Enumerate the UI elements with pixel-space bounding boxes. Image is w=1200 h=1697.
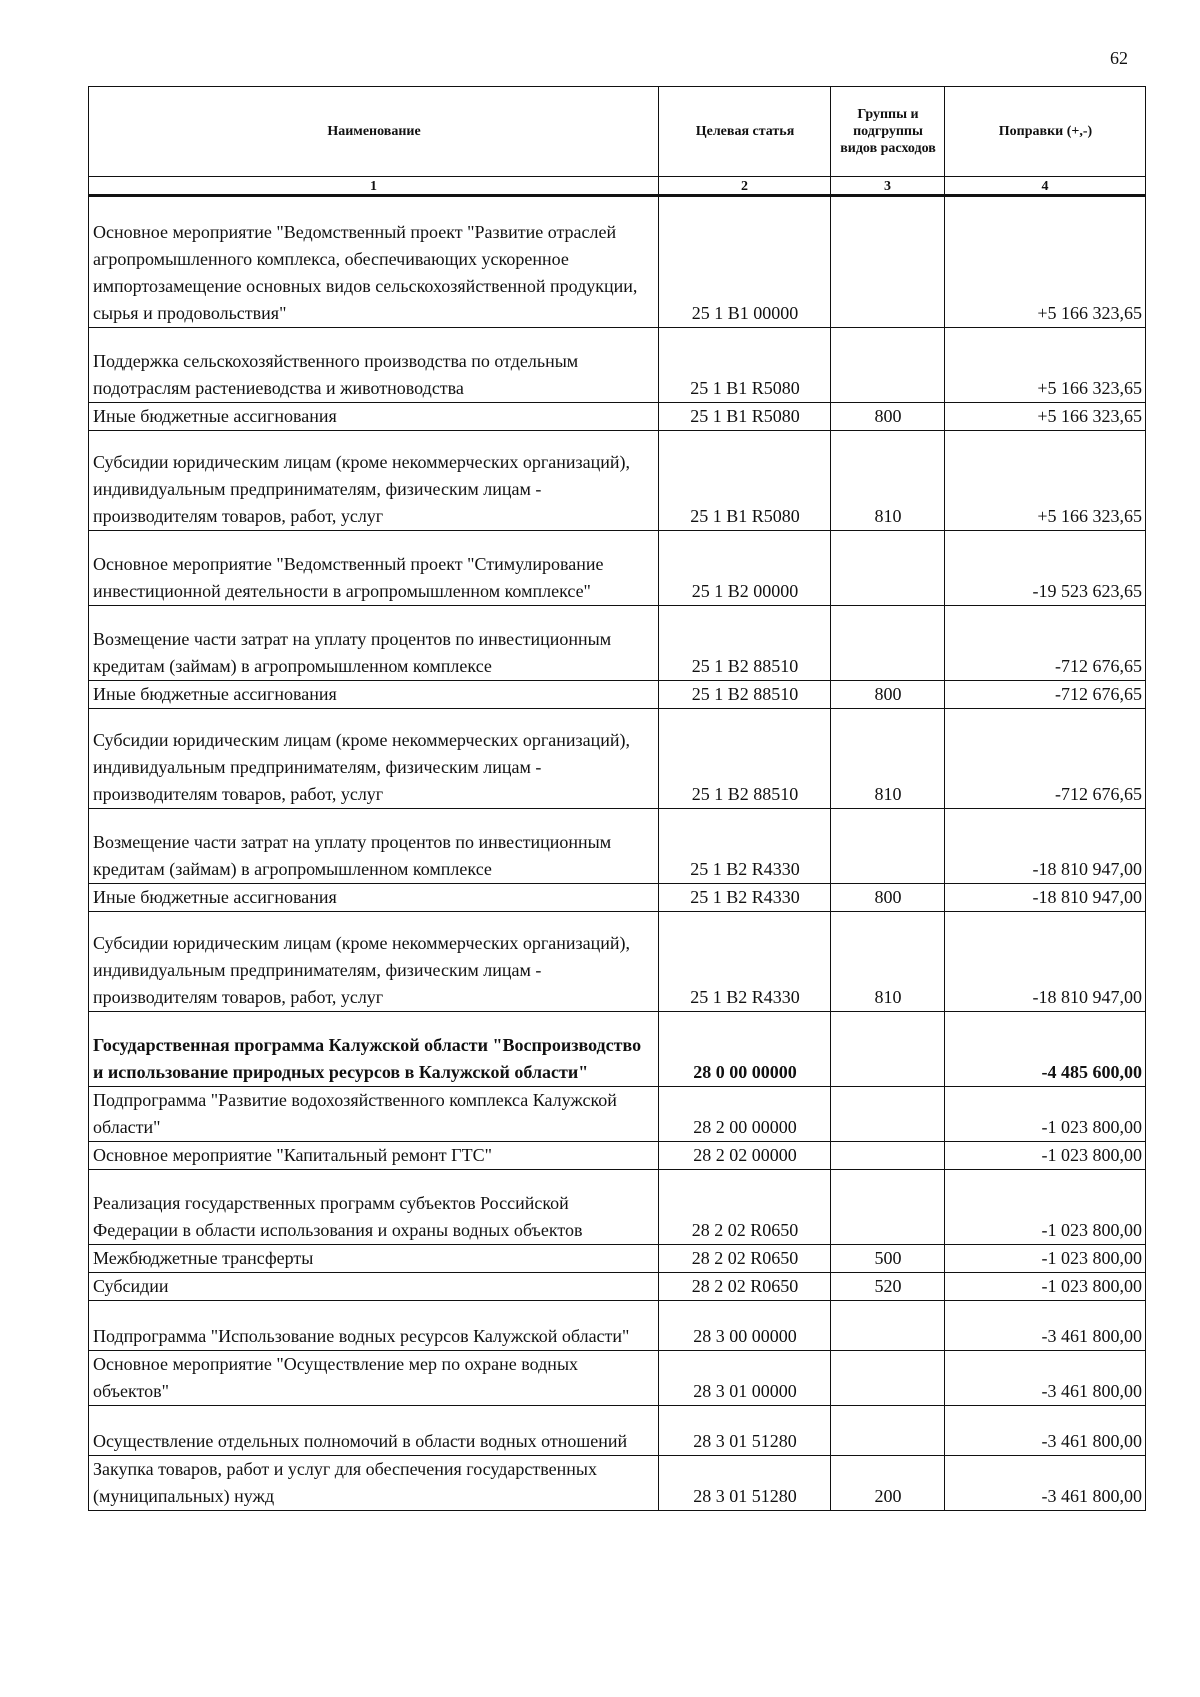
row-group-cell: 810	[831, 912, 945, 1012]
column-number-row	[89, 177, 1146, 196]
row-group-cell	[831, 1301, 945, 1351]
table-row	[89, 1142, 1146, 1170]
column-number: 4	[945, 177, 1146, 196]
row-group-cell	[831, 1351, 945, 1406]
row-group-cell	[831, 1012, 945, 1087]
table-row	[89, 681, 1146, 709]
row-amount-cell: -1 023 800,00	[945, 1142, 1146, 1170]
column-number: 2	[659, 177, 831, 196]
table-row	[89, 809, 1146, 884]
row-code-cell: 28 3 01 51280	[659, 1456, 831, 1511]
row-name-cell: Возмещение части затрат на уплату процентов по инвестиционным кредитам (займам) в агропромышленном комплексе	[89, 809, 659, 884]
row-amount-cell: -1 023 800,00	[945, 1087, 1146, 1142]
header-target: Целевая статья	[659, 87, 831, 177]
row-name-cell: Закупка товаров, работ и услуг для обеспечения государственных (муниципальных) нужд	[89, 1456, 659, 1511]
budget-amendments-table	[88, 86, 1146, 1511]
row-group-cell	[831, 1087, 945, 1142]
row-amount-cell: -18 810 947,00	[945, 809, 1146, 884]
table-row	[89, 1087, 1146, 1142]
row-amount-cell: -712 676,65	[945, 709, 1146, 809]
row-name-cell: Возмещение части затрат на уплату процентов по инвестиционным кредитам (займам) в агропромышленном комплексе	[89, 606, 659, 681]
row-group-cell	[831, 1170, 945, 1245]
row-group-cell	[831, 196, 945, 328]
row-code-cell: 25 1 B2 R4330	[659, 809, 831, 884]
row-code-cell: 28 3 00 00000	[659, 1301, 831, 1351]
table-row	[89, 196, 1146, 328]
row-code-cell: 25 1 B1 R5080	[659, 431, 831, 531]
row-group-cell: 520	[831, 1273, 945, 1301]
row-group-cell	[831, 531, 945, 606]
row-name-cell: Подпрограмма "Развитие водохозяйственного комплекса Калужской области"	[89, 1087, 659, 1142]
row-group-cell: 500	[831, 1245, 945, 1273]
row-name-cell: Субсидии юридическим лицам (кроме некоммерческих организаций), индивидуальным предпринимателям, физическим лицам - производителям товаров, работ, услуг	[89, 431, 659, 531]
row-group-cell: 810	[831, 709, 945, 809]
table-row	[89, 1406, 1146, 1456]
table-row	[89, 709, 1146, 809]
row-amount-cell: -3 461 800,00	[945, 1301, 1146, 1351]
row-group-cell: 800	[831, 884, 945, 912]
row-name-cell: Иные бюджетные ассигнования	[89, 884, 659, 912]
table-row	[89, 1456, 1146, 1511]
row-code-cell: 28 0 00 00000	[659, 1012, 831, 1087]
row-name-cell: Иные бюджетные ассигнования	[89, 403, 659, 431]
row-amount-cell: +5 166 323,65	[945, 431, 1146, 531]
row-name-cell: Основное мероприятие "Осуществление мер по охране водных объектов"	[89, 1351, 659, 1406]
row-code-cell: 25 1 B2 88510	[659, 709, 831, 809]
row-code-cell: 28 2 02 R0650	[659, 1245, 831, 1273]
row-code-cell: 25 1 B1 R5080	[659, 328, 831, 403]
row-code-cell: 25 1 B2 R4330	[659, 912, 831, 1012]
row-code-cell: 25 1 B2 88510	[659, 606, 831, 681]
table-row	[89, 1012, 1146, 1087]
row-code-cell: 25 1 B2 R4330	[659, 884, 831, 912]
row-amount-cell: -1 023 800,00	[945, 1273, 1146, 1301]
row-group-cell	[831, 328, 945, 403]
row-code-cell: 28 2 02 R0650	[659, 1273, 831, 1301]
header-amendments: Поправки (+,-)	[945, 87, 1146, 177]
row-amount-cell: -18 810 947,00	[945, 912, 1146, 1012]
row-amount-cell: -1 023 800,00	[945, 1170, 1146, 1245]
row-name-cell: Субсидии юридическим лицам (кроме некоммерческих организаций), индивидуальным предпринимателям, физическим лицам - производителям товаров, работ, услуг	[89, 912, 659, 1012]
row-name-cell: Межбюджетные трансферты	[89, 1245, 659, 1273]
row-code-cell: 28 3 01 51280	[659, 1406, 831, 1456]
table-row	[89, 1273, 1146, 1301]
row-code-cell: 25 1 B1 00000	[659, 196, 831, 328]
row-amount-cell: -1 023 800,00	[945, 1245, 1146, 1273]
table-row	[89, 328, 1146, 403]
row-code-cell: 25 1 B1 R5080	[659, 403, 831, 431]
row-group-cell: 200	[831, 1456, 945, 1511]
row-name-cell: Реализация государственных программ субъектов Российской Федерации в области использования и охраны водных объектов	[89, 1170, 659, 1245]
table-row	[89, 884, 1146, 912]
table-row	[89, 531, 1146, 606]
row-name-cell: Основное мероприятие "Ведомственный проект "Стимулирование инвестиционной деятельности в агропромышленном комплексе"	[89, 531, 659, 606]
table-row	[89, 912, 1146, 1012]
column-number: 1	[89, 177, 659, 196]
row-name-cell: Иные бюджетные ассигнования	[89, 681, 659, 709]
table-row	[89, 606, 1146, 681]
table-row	[89, 431, 1146, 531]
header-name: Наименование	[89, 87, 659, 177]
row-name-cell: Основное мероприятие "Ведомственный проект "Развитие отраслей агропромышленного комплекса, обеспечивающих ускоренное импортозамещение основных видов сельскохозяйственной продукции, сырья и продовольствия"	[89, 196, 659, 328]
row-amount-cell: -4 485 600,00	[945, 1012, 1146, 1087]
page-number: 62	[1110, 48, 1128, 68]
row-group-cell: 800	[831, 681, 945, 709]
row-amount-cell: -3 461 800,00	[945, 1351, 1146, 1406]
table-row	[89, 1351, 1146, 1406]
row-code-cell: 25 1 B2 00000	[659, 531, 831, 606]
row-code-cell: 28 3 01 00000	[659, 1351, 831, 1406]
row-code-cell: 28 2 02 R0650	[659, 1170, 831, 1245]
table-row	[89, 1170, 1146, 1245]
row-name-cell: Основное мероприятие "Капитальный ремонт ГТС"	[89, 1142, 659, 1170]
table-row	[89, 1301, 1146, 1351]
row-name-cell: Субсидии юридическим лицам (кроме некоммерческих организаций), индивидуальным предпринимателям, физическим лицам - производителям товаров, работ, услуг	[89, 709, 659, 809]
column-number: 3	[831, 177, 945, 196]
row-amount-cell: +5 166 323,65	[945, 328, 1146, 403]
row-name-cell: Государственная программа Калужской области "Воспроизводство и использование природных ресурсов в Калужской области"	[89, 1012, 659, 1087]
row-code-cell: 28 2 00 00000	[659, 1087, 831, 1142]
row-group-cell	[831, 606, 945, 681]
row-amount-cell: +5 166 323,65	[945, 403, 1146, 431]
row-amount-cell: +5 166 323,65	[945, 196, 1146, 328]
row-name-cell: Осуществление отдельных полномочий в области водных отношений	[89, 1406, 659, 1456]
table-row	[89, 1245, 1146, 1273]
row-name-cell: Подпрограмма "Использование водных ресурсов Калужской области"	[89, 1301, 659, 1351]
row-name-cell: Субсидии	[89, 1273, 659, 1301]
row-code-cell: 25 1 B2 88510	[659, 681, 831, 709]
header-groups: Группы и подгруппы видов расходов	[831, 87, 945, 177]
row-group-cell	[831, 809, 945, 884]
row-code-cell: 28 2 02 00000	[659, 1142, 831, 1170]
row-amount-cell: -712 676,65	[945, 606, 1146, 681]
row-amount-cell: -18 810 947,00	[945, 884, 1146, 912]
row-amount-cell: -19 523 623,65	[945, 531, 1146, 606]
row-group-cell	[831, 1142, 945, 1170]
table-header-row	[89, 87, 1146, 177]
row-amount-cell: -712 676,65	[945, 681, 1146, 709]
row-group-cell: 800	[831, 403, 945, 431]
row-group-cell: 810	[831, 431, 945, 531]
row-group-cell	[831, 1406, 945, 1456]
row-name-cell: Поддержка сельскохозяйственного производства по отдельным подотраслям растениеводства и животноводства	[89, 328, 659, 403]
row-amount-cell: -3 461 800,00	[945, 1406, 1146, 1456]
table-row	[89, 403, 1146, 431]
row-amount-cell: -3 461 800,00	[945, 1456, 1146, 1511]
